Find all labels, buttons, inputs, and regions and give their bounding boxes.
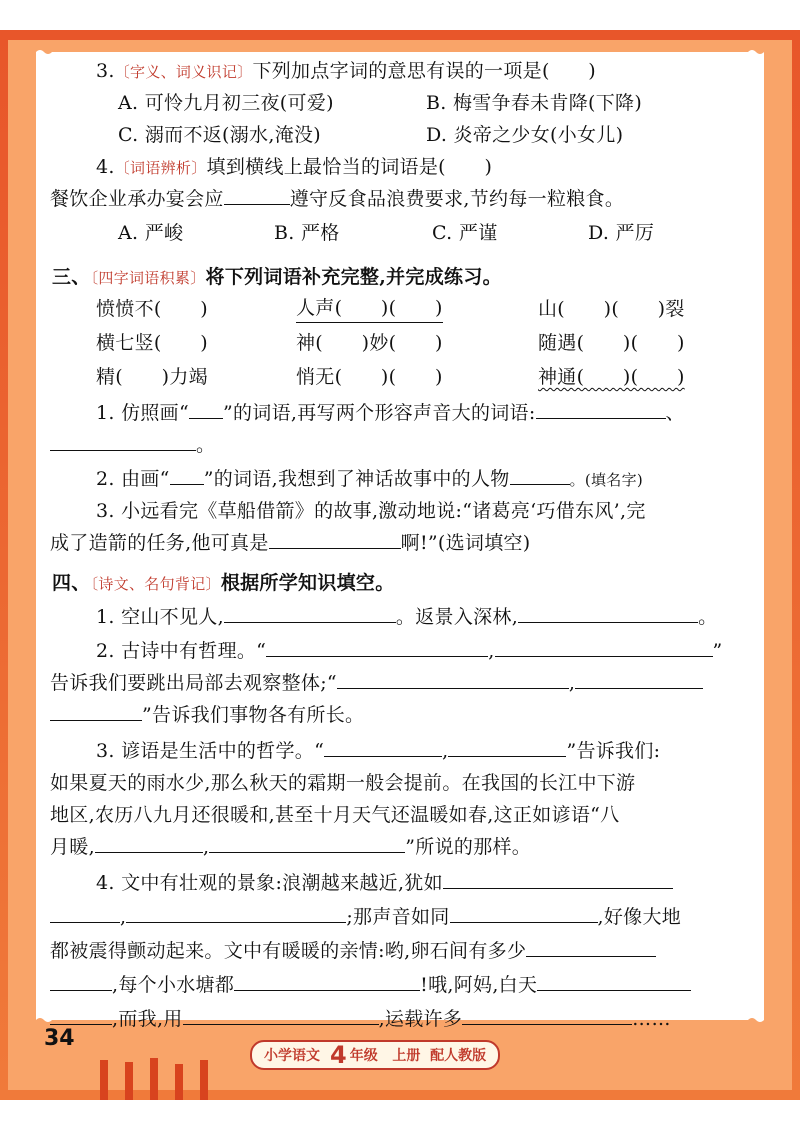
s4q2-blank-5[interactable] — [50, 702, 142, 721]
section4-q4-line4: ,每个小水塘都 !哦,阿妈,白天 — [50, 970, 691, 1000]
section3-q2: 2. 由画“ ”的词语,我想到了神话故事中的人物 。(填名字) — [96, 468, 644, 490]
s4q1-blank-2[interactable] — [518, 604, 698, 623]
section4-q4-line2: , ;那声音如同 ,好像大地 — [50, 902, 681, 932]
s4q4-blank-7[interactable] — [234, 972, 420, 991]
section4-q3-line3: 地区,农历八九月还很暖和,甚至十月天气还温暖如春,这正如谚语“八 — [50, 804, 620, 826]
q3-option-d: D. 炎帝之少女(小女儿) — [426, 124, 624, 146]
section4-q3-line4: 月暖, , ”所说的那样。 — [50, 836, 532, 858]
section3-q3-cont: 成了造箭的任务,他可真是 啊!”(选词填空) — [50, 532, 531, 554]
word-1[interactable]: 愤愤不( ) — [96, 298, 208, 320]
section4-q4-line5: ,而我,用 ,运载许多 …… — [50, 1004, 671, 1034]
s4q3-blank-4[interactable] — [209, 834, 405, 853]
q3-option-c: C. 溺而不返(溺水,淹没) — [118, 124, 322, 146]
s4q4-blank-1[interactable] — [443, 870, 673, 889]
s4q2-blank-2[interactable] — [495, 638, 713, 657]
q4-option-b: B. 严格 — [274, 222, 340, 244]
page-number: 34 — [44, 1026, 75, 1051]
word-6[interactable]: 随遇( )( ) — [538, 332, 685, 354]
section4-q4-line3: 都被震得颤动起来。文中有暖暖的亲情:哟,卵石间有多少 — [50, 936, 656, 966]
q4-blank[interactable] — [224, 186, 290, 205]
q4-sentence: 餐饮企业承办宴会应 遵守反食品浪费要求,节约每一粒粮食。 — [50, 188, 625, 210]
q2-blank[interactable] — [510, 466, 570, 485]
section4-q2-cont: 告诉我们要跳出局部去观察整体;“ , — [50, 668, 703, 698]
q4-stem: 4.〔词语辨析〕填到横线上最恰当的词语是( ) — [96, 156, 493, 178]
s4q4-blank-6[interactable] — [50, 972, 112, 991]
q4-option-c: C. 严谨 — [432, 222, 498, 244]
q4-option-a: A. 严峻 — [118, 222, 184, 244]
s4q2-blank-3[interactable] — [337, 670, 569, 689]
word-8[interactable]: 悄无( )( ) — [296, 366, 443, 388]
word-2[interactable]: 人声( )( ) — [296, 294, 443, 323]
s4q1-blank-1[interactable] — [224, 604, 396, 623]
q3-option-a: A. 可怜九月初三夜(可爱) — [118, 92, 334, 114]
s4q2-blank-1[interactable] — [266, 638, 488, 657]
s4q4-blank-11[interactable] — [462, 1006, 632, 1025]
s4q4-blank-9[interactable] — [50, 1006, 112, 1025]
q3-stem: 3.〔字义、词义识记〕下列加点字词的意思有误的一项是( ) — [96, 60, 596, 82]
word-9[interactable]: 神通( )( ) — [538, 366, 685, 388]
s4q3-blank-1[interactable] — [324, 738, 442, 757]
section3-q1: 1. 仿照画“ ”的词语,再写两个形容声音大的词语: 、 — [96, 402, 685, 424]
section4-heading: 四、〔诗文、名句背记〕根据所学知识填空。 — [52, 572, 395, 594]
word-3[interactable]: 山( )( )裂 — [538, 298, 685, 320]
section4-q2-end: ”告诉我们事物各有所长。 — [50, 700, 364, 730]
q4-option-d: D. 严厉 — [588, 222, 655, 244]
section3-heading: 三、〔四字词语积累〕将下列词语补充完整,并完成练习。 — [52, 266, 502, 288]
word-5[interactable]: 神( )妙( ) — [296, 332, 443, 354]
q3-option-b: B. 梅雪争春未肯降(下降) — [426, 92, 643, 114]
s4q4-blank-5[interactable] — [526, 938, 656, 957]
q1-blank-1[interactable] — [536, 400, 666, 419]
s4q3-blank-3[interactable] — [95, 834, 203, 853]
q1-blank-2[interactable] — [50, 432, 196, 451]
section4-q3-line2: 如果夏天的雨水少,那么秋天的霜期一般会提前。在我国的长江中下游 — [50, 772, 636, 794]
section4-q1: 1. 空山不见人, 。返景入深林, 。 — [96, 606, 718, 628]
s4q4-blank-2[interactable] — [50, 904, 120, 923]
s4q4-blank-3[interactable] — [126, 904, 346, 923]
section4-q3: 3. 谚语是生活中的哲学。“ , ”告诉我们: — [96, 740, 661, 762]
footer-badge: 小学语文 4 年级 上册 配人教版 — [250, 1040, 500, 1070]
section3-q1-cont: 。 — [50, 430, 215, 460]
section3-q3: 3. 小远看完《草船借箭》的故事,激动地说:“诸葛亮‘巧借东风’,完 — [96, 500, 646, 522]
word-4[interactable]: 横七竖( ) — [96, 332, 208, 354]
section4-q2: 2. 古诗中有哲理。“ , ” — [96, 640, 723, 662]
s4q4-blank-8[interactable] — [537, 972, 691, 991]
q3-blank[interactable] — [269, 530, 401, 549]
s4q2-blank-4[interactable] — [575, 670, 703, 689]
word-7[interactable]: 精( )力竭 — [96, 366, 208, 388]
section4-q4: 4. 文中有壮观的景象:浪潮越来越近,犹如 — [96, 868, 673, 898]
s4q4-blank-10[interactable] — [183, 1006, 379, 1025]
s4q4-blank-4[interactable] — [450, 904, 598, 923]
s4q3-blank-2[interactable] — [448, 738, 566, 757]
